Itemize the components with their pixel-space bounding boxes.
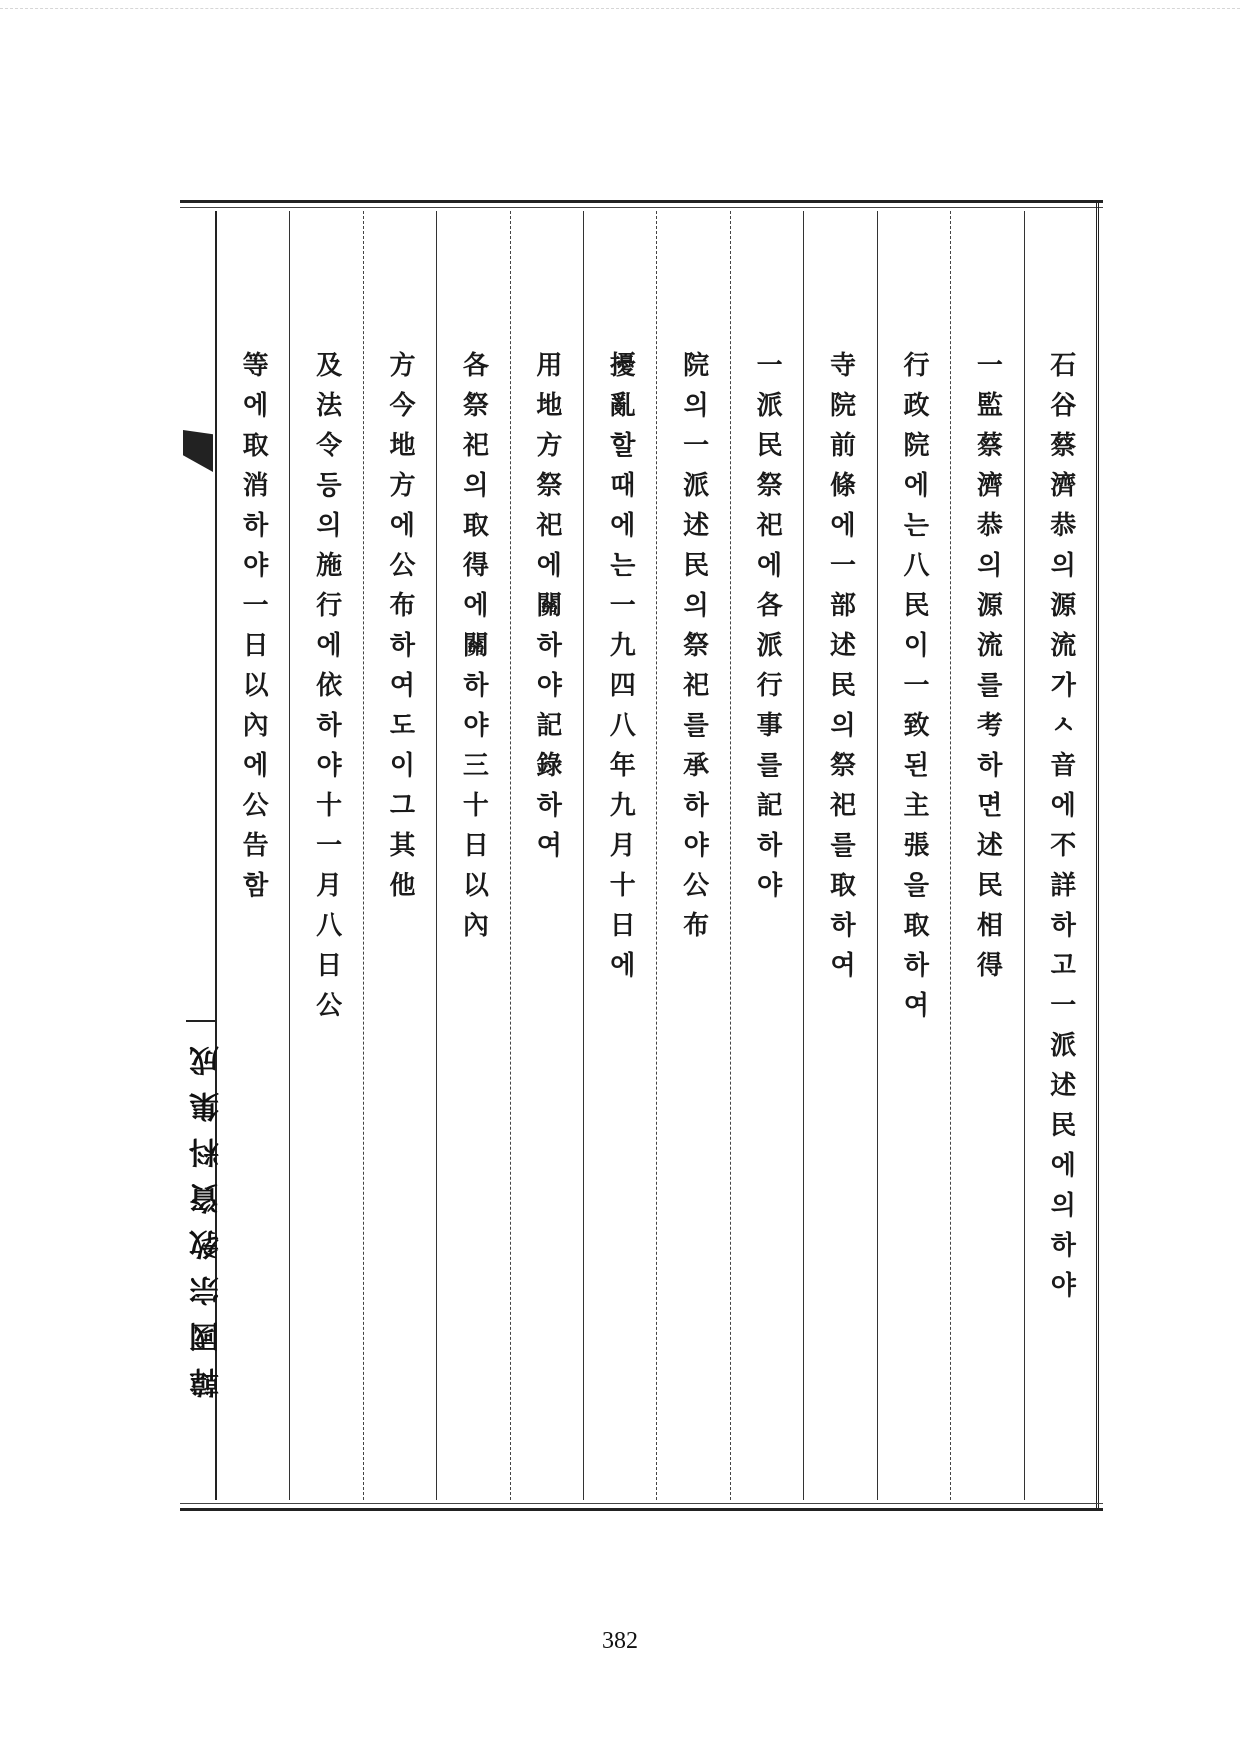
column-2 — [950, 211, 1023, 1500]
column-text: 一監蔡濟恭의源流를考하면述民相得 — [972, 351, 1003, 991]
running-head-rule — [186, 1020, 216, 1022]
text-frame — [180, 200, 1103, 1511]
column-text: 一派民祭祀에各派行事를記하야 — [752, 351, 783, 911]
column-10 — [363, 211, 436, 1500]
right-double-rule — [1096, 203, 1103, 1508]
column-3 — [877, 211, 950, 1500]
page-number: 382 — [602, 1628, 638, 1654]
column-5 — [730, 211, 803, 1500]
column-4 — [803, 211, 876, 1500]
column-9 — [436, 211, 509, 1500]
column-text: 院의一派述民의祭祀를承하야公布 — [678, 351, 709, 951]
column-text: 各祭祀의取得에關하야三十日以內 — [458, 351, 489, 951]
column-text: 及法令등의施行에依하야十一月八日公 — [311, 351, 342, 1031]
column-text: 等에取消하야一日以內에公告함 — [238, 351, 269, 911]
column-6 — [656, 211, 729, 1500]
text-columns — [217, 211, 1097, 1500]
column-text: 寺院前條에一部述民의祭祀를取하여 — [825, 351, 856, 991]
column-text: 行政院에는八民이一致된主張을取하여 — [898, 351, 929, 1031]
column-1 — [1024, 211, 1097, 1500]
running-head: 韓國宗敎資料集成 — [190, 1030, 225, 1398]
column-8 — [510, 211, 583, 1500]
column-text: 石谷蔡濟恭의源流가ㅅ音에不詳하고一派述民에의하야 — [1045, 351, 1076, 1311]
column-text: 方今地方에公布하여도이그其他 — [384, 351, 415, 911]
column-7 — [583, 211, 656, 1500]
column-11 — [289, 211, 362, 1500]
scan-edge-artifact — [0, 8, 1240, 11]
column-text: 擾亂할때에는一九四八年九月十日에 — [605, 351, 636, 991]
column-text: 用地方祭祀에關하야記錄하여 — [531, 351, 562, 871]
